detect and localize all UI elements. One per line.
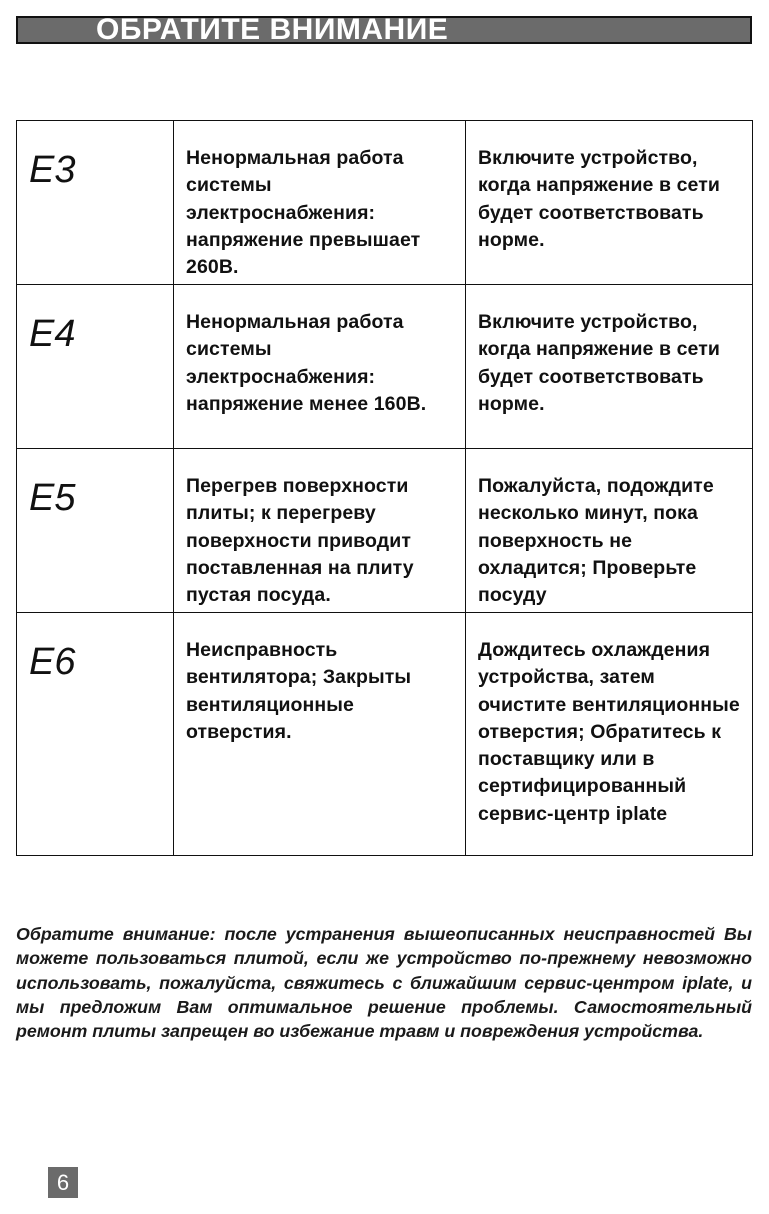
error-cause: Перегрев поверхности плиты; к перегреву поверхности приводит поставленная на плиту пустая посуда. xyxy=(174,449,466,613)
section-header-bar xyxy=(16,13,752,46)
error-code: E3 xyxy=(17,121,174,285)
error-code: E6 xyxy=(17,613,174,856)
table-row xyxy=(17,285,753,449)
attention-note: Обратите внимание: после устранения вышеописанных неисправностей Вы можете пользоваться плитой, если же устройство по-прежнему невозможно использовать, пожалуйста, свяжитесь с ближайшим сервис-центром iplate, и мы предложим Вам оптимальное решение проблемы. Самостоятельный ремонт плиты запрещен во избежание травм и повреждения устройства. xyxy=(16,923,752,1042)
section-title: ОБРАТИТЕ ВНИМАНИЕ xyxy=(96,13,449,46)
error-code: E4 xyxy=(17,285,174,449)
table-row xyxy=(17,121,753,285)
error-cause: Ненормальная работа системы электроснабжения: напряжение превышает 260В. xyxy=(174,121,466,285)
error-action: Пожалуйста, подождите несколько минут, пока поверхность не охладится; Проверьте посуду xyxy=(466,449,753,613)
error-cause: Неисправность вентилятора; Закрыты вентиляционные отверстия. xyxy=(174,613,466,856)
error-codes-table xyxy=(16,120,753,856)
table-row xyxy=(17,449,753,613)
error-cause: Ненормальная работа системы электроснабжения: напряжение менее 160В. xyxy=(174,285,466,449)
table-row xyxy=(17,613,753,856)
error-action: Включите устройство, когда напряжение в сети будет соответствовать норме. xyxy=(466,121,753,285)
page-number: 6 xyxy=(48,1167,78,1198)
error-action: Дождитесь охлаждения устройства, затем очистите вентиляционные отверстия; Обратитесь к поставщику или в сертифицированный сервис-центр iplate xyxy=(466,613,753,856)
error-action: Включите устройство, когда напряжение в сети будет соответствовать норме. xyxy=(466,285,753,449)
error-code: E5 xyxy=(17,449,174,613)
